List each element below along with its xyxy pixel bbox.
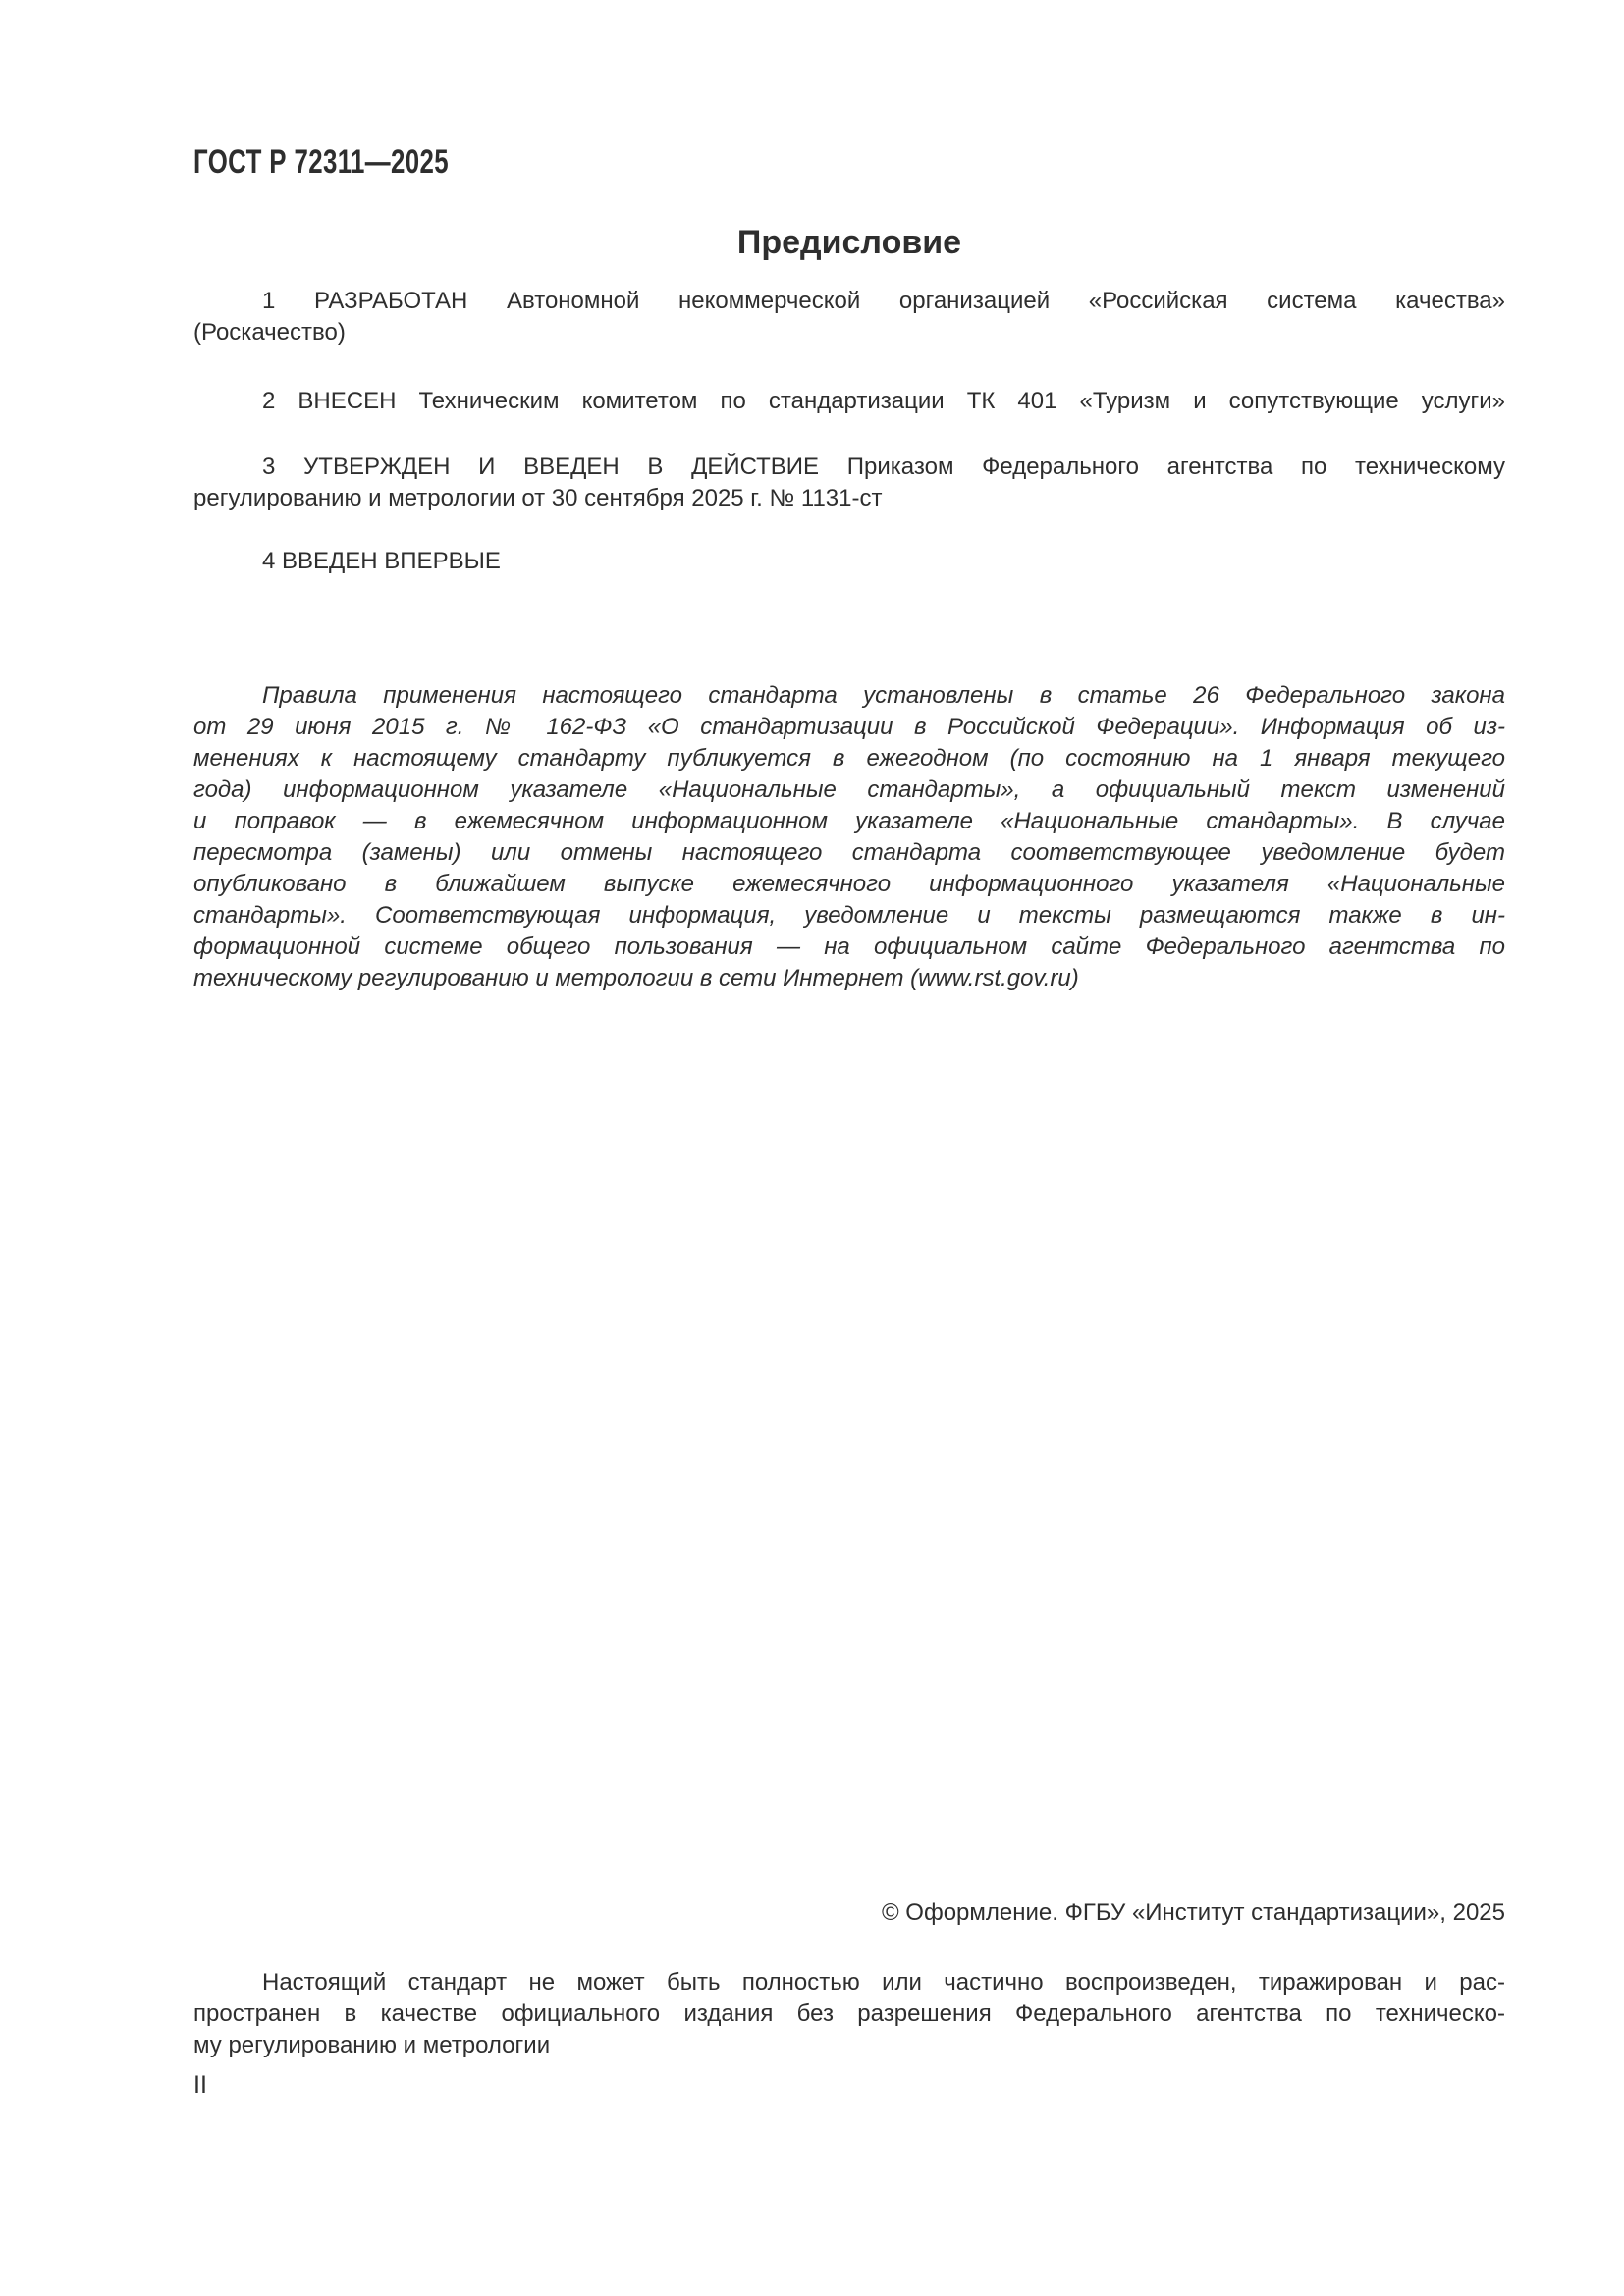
legal-notice-line-2: от 29 июня 2015 г. № 162-ФЗ «О стандартизации в Российской Федерации». Информация об из- [193,714,1505,740]
legal-notice-line-10: техническому регулированию и метрологии в сети Интернет (www.rst.gov.ru) [193,965,1079,991]
copyright-line: © Оформление. ФГБУ «Институт стандартизации», 2025 [881,1899,1505,1926]
preface-title: Предисловие [736,224,962,261]
legal-notice-line-1: Правила применения настоящего стандарта установлены в статье 26 Федерального закона [262,682,1505,709]
clause-4 [193,546,1505,577]
legal-notice-line-7: опубликовано в ближайшем выпуске ежемесячного информационного указателя «Национальные [193,871,1505,897]
legal-notice-line-6: пересмотра (замены) или отмены настоящего стандарта соответствующее уведомление будет [193,839,1505,866]
legal-notice-line-9: формационной системе общего пользования — на официальном сайте Федерального агентства по [193,934,1505,960]
clause-1-line-2: (Роскачество) [193,319,346,346]
legal-notice-line-4: года) информационном указателе «Национальные стандарты», а официальный текст изменений [193,776,1505,803]
clause-1-line-1: 1 РАЗРАБОТАН Автономной некоммерческой организацией «Российская система качества» [262,288,1505,314]
legal-notice-line-3: менениях к настоящему стандарту публикуется в ежегодном (по состоянию на 1 января текущего [193,745,1505,772]
reproduction-line-3: му регулированию и метрологии [193,2032,551,2058]
reproduction-line-2: пространен в качестве официального издания без разрешения Федерального агентства по техническо- [193,2001,1505,2027]
clause-2 [193,386,1505,417]
clause-1 [193,286,1505,348]
reproduction-notice [193,1967,1505,2061]
clause-3-line-2: регулированию и метрологии от 30 сентября 2025 г. № 1131-ст [193,485,883,511]
legal-notice-line-8: стандарты». Соответствующая информация, уведомление и тексты размещаются также в ин- [193,902,1505,929]
clause-3-line-1: 3 УТВЕРЖДЕН И ВВЕДЕН В ДЕЙСТВИЕ Приказом Федерального агентства по техническому [262,454,1505,480]
legal-notice [193,680,1505,994]
legal-notice-line-5: и поправок — в ежемесячном информационном указателе «Национальные стандарты». В случае [193,808,1505,834]
clause-3 [193,452,1505,514]
clause-4-line-1: 4 ВВЕДЕН ВПЕРВЫЕ [262,548,501,574]
reproduction-line-1: Настоящий стандарт не может быть полностью или частично воспроизведен, тиражирован и рас- [262,1969,1505,1996]
doc-number: ГОСТ Р 72311—2025 [193,143,450,181]
page-number: II [193,2071,207,2099]
clause-2-line-1: 2 ВНЕСЕН Техническим комитетом по стандартизации ТК 401 «Туризм и сопутствующие услуги» [262,388,1505,414]
